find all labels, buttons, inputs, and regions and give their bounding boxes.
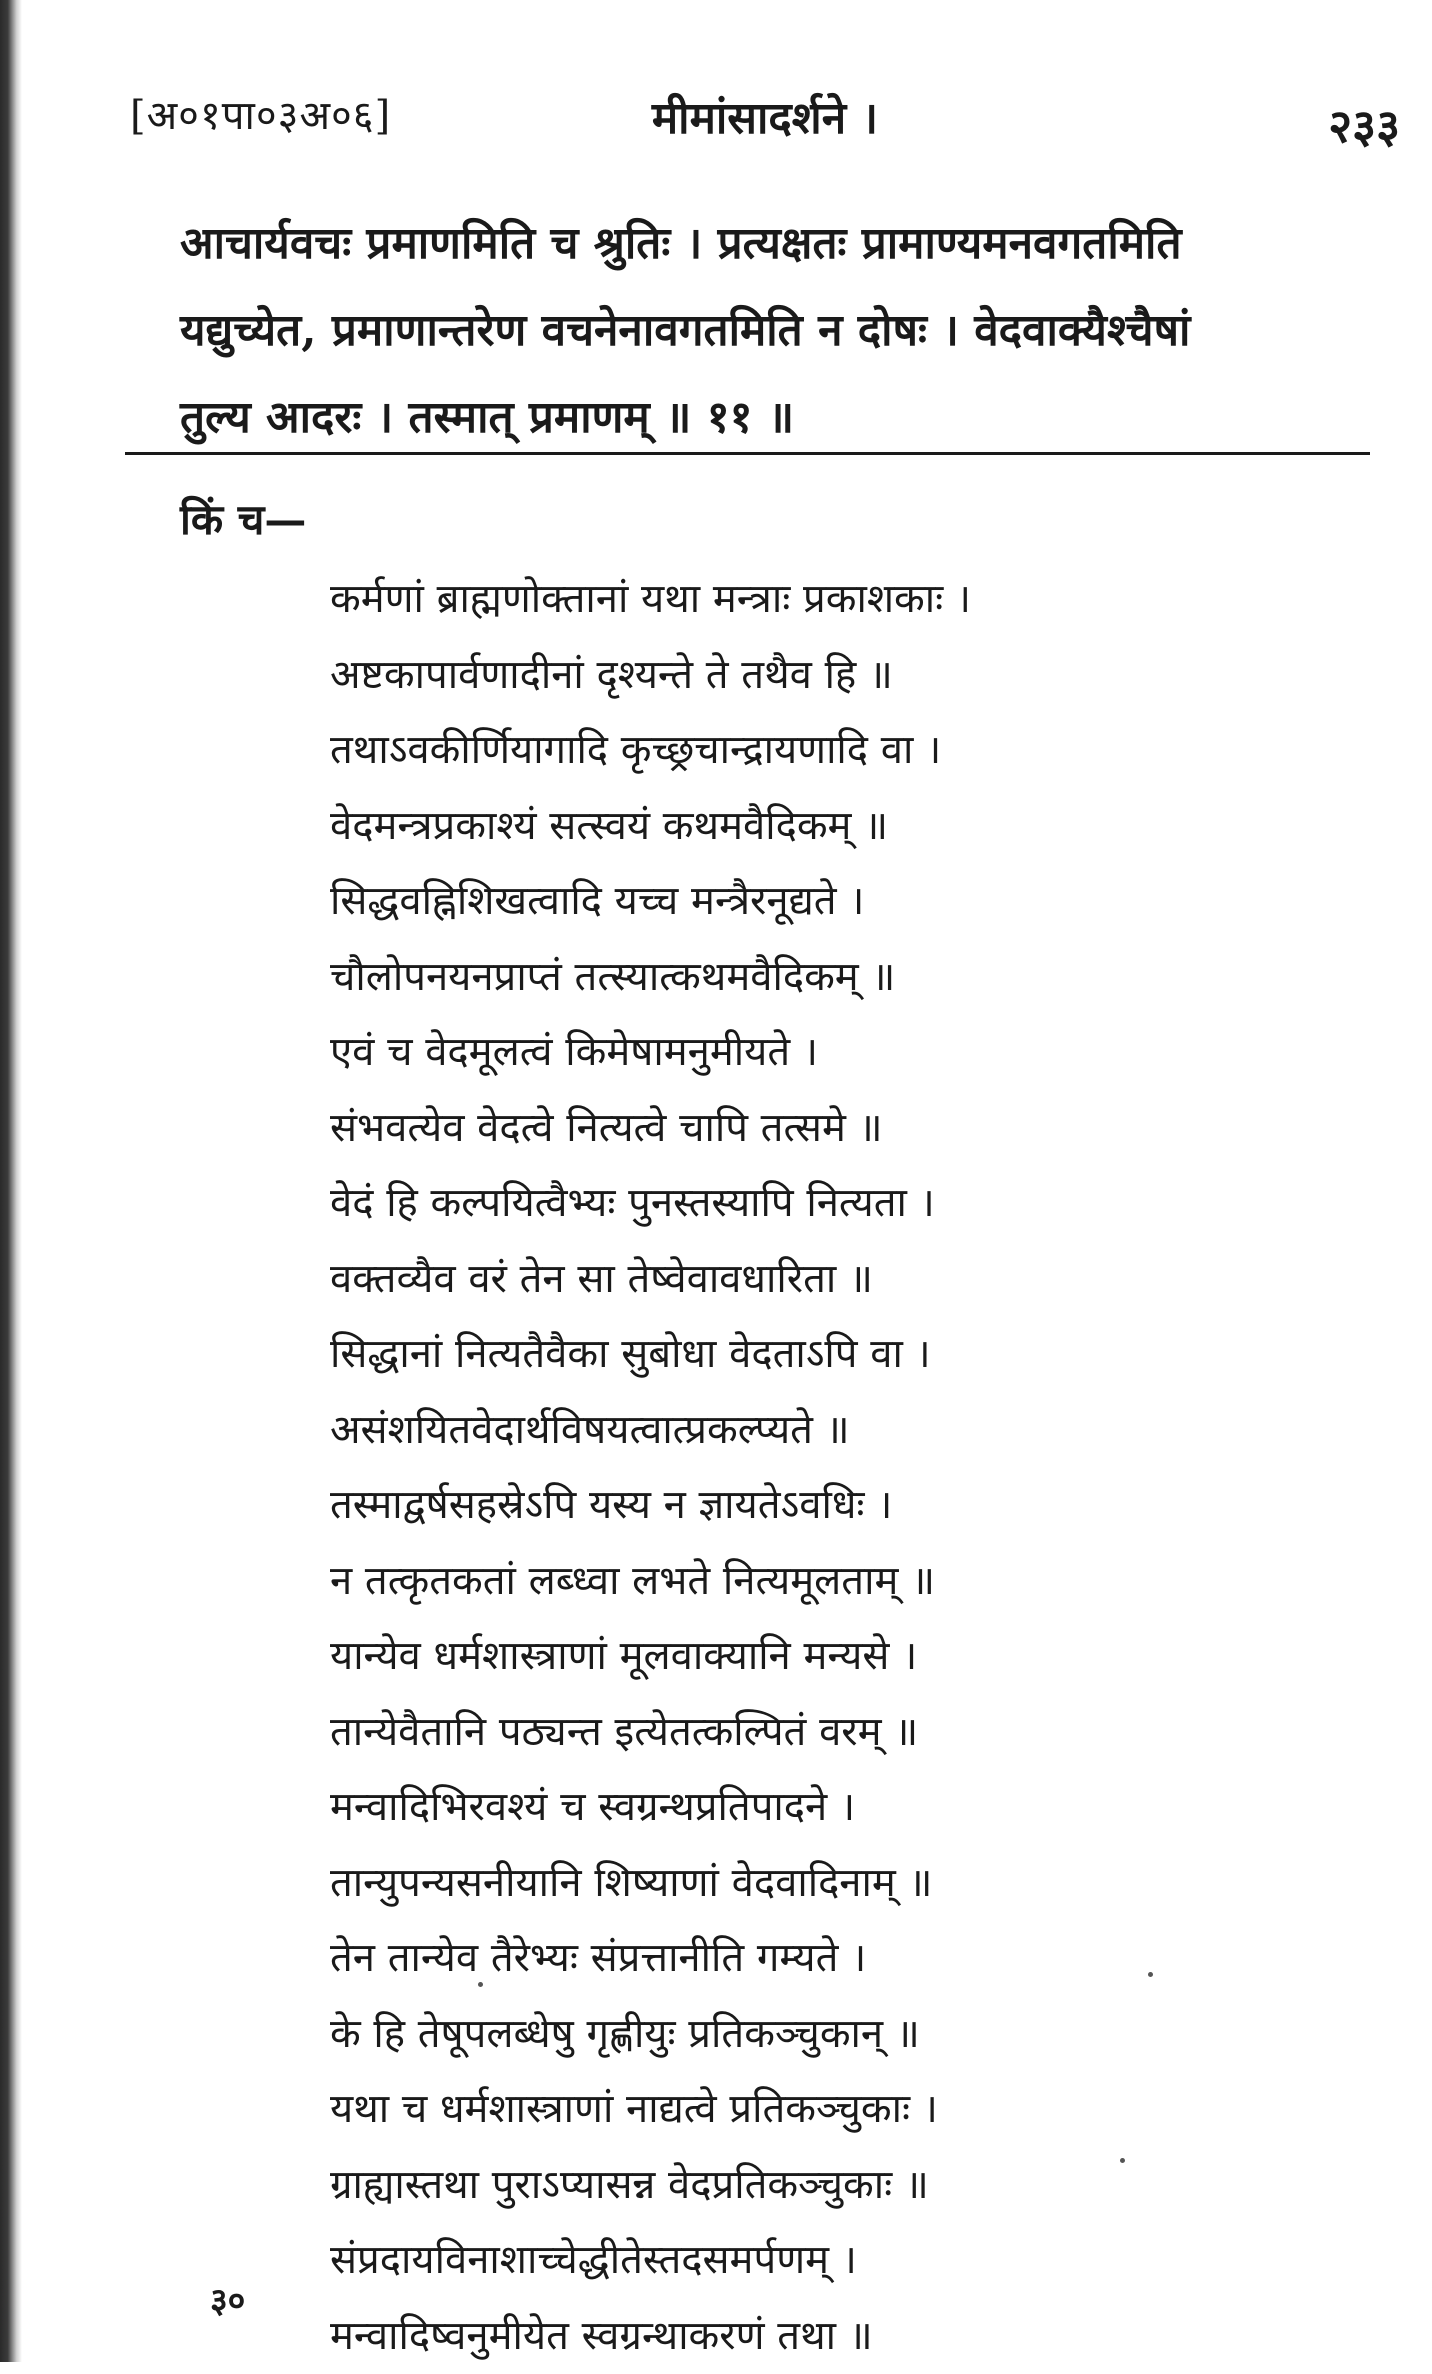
verse-line: चौलोपनयनप्राप्तं तत्स्यात्कथमवैदिकम् ॥: [330, 940, 1390, 1016]
section-reference: [अ०१पा०३अ०६]: [130, 86, 391, 141]
verse-line: वक्तव्यैव वरं तेन सा तेष्वेवावधारिता ॥: [330, 1242, 1390, 1318]
scan-speck: [478, 1982, 483, 1987]
horizontal-rule: [125, 452, 1370, 455]
verse-line: सिद्धानां नित्यतैवैका सुबोधा वेदताऽपि वा ।: [330, 1317, 1390, 1393]
verse-block: [330, 562, 1390, 2374]
prose-line: यद्युच्येत, प्रमाणान्तरेण वचनेनावगतमिति न दोषः । वेदवाक्यैश्चैषां: [180, 287, 1340, 374]
verse-line: संप्रदायविनाशाच्चेद्धीतेस्तदसमर्पणम् ।: [330, 2223, 1390, 2299]
verse-line: वेदमन्त्रप्रकाश्यं सत्स्वयं कथमवैदिकम् ॥: [330, 789, 1390, 865]
verse-line: न तत्कृतकतां लब्ध्वा लभते नित्यमूलताम् ॥: [330, 1544, 1390, 1620]
verse-intro: किं च—: [180, 490, 306, 547]
verse-line: सिद्धवह्निशिखत्वादि यच्च मन्त्रैरनूद्यते ।: [330, 864, 1390, 940]
commentary-prose: [180, 200, 1340, 461]
prose-line: आचार्यवचः प्रमाणमिति च श्रुतिः । प्रत्यक्षतः प्रामाण्यमनवगतमिति: [180, 200, 1340, 287]
verse-line: यथा च धर्मशास्त्राणां नाद्यत्वे प्रतिकञ्चुकाः ।: [330, 2072, 1390, 2148]
verse-line: वेदं हि कल्पयित्वैभ्यः पुनस्तस्यापि नित्यता ।: [330, 1166, 1390, 1242]
scan-speck: [1120, 2158, 1125, 2163]
page-number: २३३: [1328, 94, 1400, 156]
verse-line: असंशयितवेदार्थविषयत्वात्प्रकल्प्यते ॥: [330, 1393, 1390, 1469]
verse-line: तथाऽवकीर्णियागादि कृच्छ्रचान्द्रायणादि वा ।: [330, 713, 1390, 789]
page-header: [130, 86, 1400, 156]
scan-speck: [1148, 1972, 1153, 1977]
prose-line: तुल्य आदरः । तस्मात् प्रमाणम् ॥ ११ ॥: [180, 374, 1340, 461]
verse-line: मन्वादिभिरवश्यं च स्वग्रन्थप्रतिपादने ।: [330, 1770, 1390, 1846]
verse-line: संभवत्येव वेदत्वे नित्यत्वे चापि तत्समे ॥: [330, 1091, 1390, 1167]
verse-line: कर्मणां ब्राह्मणोक्तानां यथा मन्त्राः प्रकाशकाः ।: [330, 562, 1390, 638]
folio-signature: ३०: [210, 2276, 245, 2322]
verse-line: तान्येवैतानि पठ्यन्त इत्येतत्कल्पितं वरम् ॥: [330, 1695, 1390, 1771]
verse-line: अष्टकापार्वणादीनां दृश्यन्ते ते तथैव हि ॥: [330, 638, 1390, 714]
verse-line: तेन तान्येव तैरेभ्यः संप्रत्तानीति गम्यते ।: [330, 1921, 1390, 1997]
verse-line: ग्राह्यास्तथा पुराऽप्यासन्न वेदप्रतिकञ्चुकाः ॥: [330, 2148, 1390, 2224]
verse-line: मन्वादिष्वनुमीयेत स्वग्रन्थाकरणं तथा ॥: [330, 2299, 1390, 2374]
verse-line: तान्युपन्यसनीयानि शिष्याणां वेदवादिनाम् ॥: [330, 1846, 1390, 1922]
verse-line: यान्येव धर्मशास्त्राणां मूलवाक्यानि मन्यसे ।: [330, 1619, 1390, 1695]
verse-line: तस्माद्वर्षसहस्रेऽपि यस्य न ज्ञायतेऽवधिः ।: [330, 1468, 1390, 1544]
scan-binding-edge: [0, 0, 22, 2362]
running-title: मीमांसादर्शने ।: [130, 86, 1400, 146]
verse-line: एवं च वेदमूलत्वं किमेषामनुमीयते ।: [330, 1015, 1390, 1091]
verse-line: के हि तेषूपलब्धेषु गृह्णीयुः प्रतिकञ्चुकान् ॥: [330, 1997, 1390, 2073]
